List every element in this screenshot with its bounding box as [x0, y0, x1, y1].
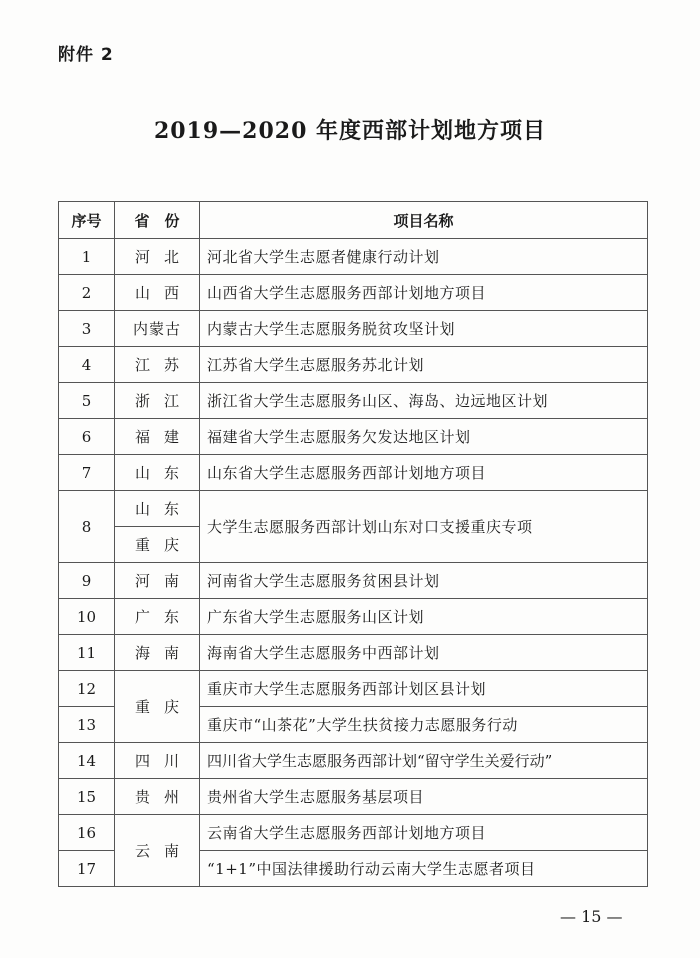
row-province: 四川 [115, 743, 200, 779]
row-project-name: 云南省大学生志愿服务西部计划地方项目 [200, 815, 648, 851]
row-province: 山西 [115, 275, 200, 311]
row-no: 3 [59, 311, 115, 347]
header-no: 序号 [59, 202, 115, 239]
row-no: 2 [59, 275, 115, 311]
attachment-label: 附件 2 [58, 45, 114, 65]
table-row [59, 383, 648, 419]
table-row [59, 743, 648, 779]
row-no: 10 [59, 599, 115, 635]
row-no: 11 [59, 635, 115, 671]
row-project-name: “1+1”中国法律援助行动云南大学生志愿者项目 [200, 851, 648, 887]
row-no: 9 [59, 563, 115, 599]
row-no: 6 [59, 419, 115, 455]
row-no: 14 [59, 743, 115, 779]
table-row [59, 671, 648, 707]
table-row [59, 491, 648, 527]
row-province: 山东 [115, 491, 200, 527]
row-province: 浙江 [115, 383, 200, 419]
row-province: 广东 [115, 599, 200, 635]
row-province: 江苏 [115, 347, 200, 383]
table-row [59, 347, 648, 383]
row-project-name: 重庆市大学生志愿服务西部计划区县计划 [200, 671, 648, 707]
row-no: 12 [59, 671, 115, 707]
table-row [59, 563, 648, 599]
row-no: 7 [59, 455, 115, 491]
row-project-name: 浙江省大学生志愿服务山区、海岛、边远地区计划 [200, 383, 648, 419]
row-project-name: 重庆市“山茶花”大学生扶贫接力志愿服务行动 [200, 707, 648, 743]
table-row [59, 779, 648, 815]
row-province: 贵州 [115, 779, 200, 815]
row-project-name: 山西省大学生志愿服务西部计划地方项目 [200, 275, 648, 311]
table-row [59, 275, 648, 311]
table-row [59, 815, 648, 851]
row-no: 16 [59, 815, 115, 851]
row-no: 5 [59, 383, 115, 419]
row-province: 山东 [115, 455, 200, 491]
row-province: 重庆 [115, 671, 200, 743]
table-row [59, 635, 648, 671]
header-province: 省 份 [115, 202, 200, 239]
projects-table [58, 201, 648, 887]
row-project-name: 河北省大学生志愿者健康行动计划 [200, 239, 648, 275]
document-title: 2019—2020 年度西部计划地方项目 [153, 118, 547, 144]
row-no: 15 [59, 779, 115, 815]
table-row [59, 311, 648, 347]
row-no: 8 [59, 491, 115, 563]
row-project-name: 广东省大学生志愿服务山区计划 [200, 599, 648, 635]
table-row [59, 599, 648, 635]
row-province: 福建 [115, 419, 200, 455]
row-project-name: 内蒙古大学生志愿服务脱贫攻坚计划 [200, 311, 648, 347]
table-row [59, 239, 648, 275]
table-row [59, 455, 648, 491]
row-project-name: 大学生志愿服务西部计划山东对口支援重庆专项 [200, 491, 648, 563]
row-province: 河南 [115, 563, 200, 599]
row-project-name: 贵州省大学生志愿服务基层项目 [200, 779, 648, 815]
row-no: 17 [59, 851, 115, 887]
row-province: 内蒙古 [115, 311, 200, 347]
row-project-name: 江苏省大学生志愿服务苏北计划 [200, 347, 648, 383]
row-no: 1 [59, 239, 115, 275]
row-project-name: 福建省大学生志愿服务欠发达地区计划 [200, 419, 648, 455]
table-row [59, 419, 648, 455]
row-project-name: 海南省大学生志愿服务中西部计划 [200, 635, 648, 671]
row-project-name: 四川省大学生志愿服务西部计划“留守学生关爱行动” [200, 743, 648, 779]
table-header-row [59, 202, 648, 239]
row-project-name: 山东省大学生志愿服务西部计划地方项目 [200, 455, 648, 491]
header-project-name: 项目名称 [200, 202, 648, 239]
row-province: 河北 [115, 239, 200, 275]
row-project-name: 河南省大学生志愿服务贫困县计划 [200, 563, 648, 599]
row-province: 重庆 [115, 527, 200, 563]
row-no: 13 [59, 707, 115, 743]
page-number: — 15 — [560, 907, 623, 926]
row-province: 云南 [115, 815, 200, 887]
row-no: 4 [59, 347, 115, 383]
row-province: 海南 [115, 635, 200, 671]
